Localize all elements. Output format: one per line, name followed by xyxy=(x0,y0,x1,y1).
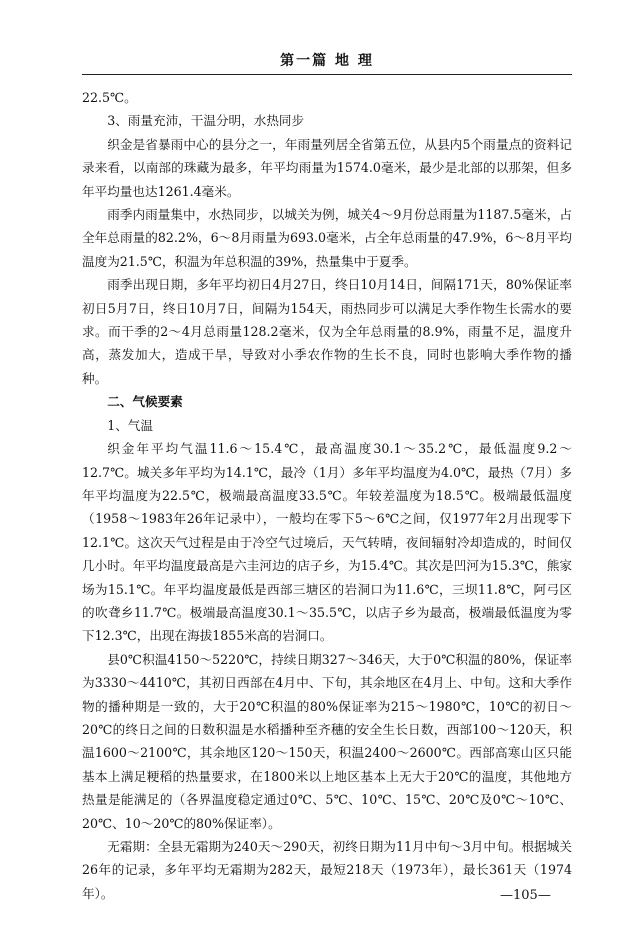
subsection-heading-temperature: 1、气温 xyxy=(107,417,153,433)
paragraph: 无霜期：全县无霜期为240天～290天，初终日期为11月中旬～3月中旬。根据城关26年的记录，多年平均无霜期为282天，最短218天（1973年），最长361天（1974年）。 xyxy=(82,839,572,901)
subsection-heading-rainfall: 3、雨量充沛，干温分明，水热同步 xyxy=(107,113,305,129)
page-number: —105— xyxy=(500,888,551,903)
header-rule xyxy=(82,74,572,75)
paragraph: 织金是省暴雨中心的县分之一，年雨量列居全省第五位，从县内5个雨量点的资料记录来看，以南部的珠藏为最多，年平均雨量为1574.0毫米，最少是北部的以那架，但多年平均量也达1261.4毫米。 xyxy=(82,136,572,199)
page-header-title: 第一篇 地 理 xyxy=(280,53,374,69)
paragraph: 雨季内雨量集中，水热同步，以城关为例，城关4～9月份总雨量为1187.5毫米，占全年总雨量的82.2%，6～8月雨量为693.0毫米，占全年总雨量的47.9%，6～8月平均温度为21.5℃，积温为年总积温的39%，热量集中于夏季。 xyxy=(82,207,572,269)
paragraph: 织金年平均气温11.6～15.4℃，最高温度30.1～35.2℃，最低温度9.2～12.7℃。城关多年平均为14.1℃，最冷（1月）多年平均温度为4.0℃，最热（7月）多年平均温度为22.5℃，极端最高温度33.5℃。年较差温度为18.5℃。极端最低温度（1958～1983年26年记录中），一般均在零下5～6℃之间，仅1977年2月出现零下12.1℃。这次天气过程是由于冷空气过境后，天气转晴，夜间辐射冷却造成的，时间仅几小时。年平均温度最高是六圭河边的店子乡，为15.4℃。其次是凹河为15.3℃，熊家场为15.1℃。年平均温度最低是西部三塘区的岩洞口为11.6℃，三坝11.8℃，阿弓区的吹聋乡11.7℃。极端最高温度30.1～35.5℃，以店子乡为最高，极端最低温度为零下12.3℃，出现在海拔1855米高的岩洞口。 xyxy=(82,441,572,644)
paragraph: 县0℃积温4150～5220℃，持续日期327～346天，大于0℃积温的80%，保证率为3330～4410℃，其初日西部在4月中、下旬，其余地区在4月上、中旬。这和大季作物的播种期是一致的，大于20℃积温的80%保证率为215～1980℃，10℃的初日～20℃的终日之间的日数积温是水稻播种至齐穗的安全生长日数，西部100～120天，积温1600～2100℃，其余地区120～150天，积温2400～2600℃。西部高寒山区只能基本上满足粳稻的热量要求，在1800米以上地区基本上无大于20℃的温度，其他地方热量是能满足的（各界温度稳定通过0℃、5℃、10℃、15℃、20℃及0℃～10℃、20℃、10～20℃的80%保证率）。 xyxy=(82,651,572,831)
page-body xyxy=(82,86,572,905)
paragraph: 雨季出现日期，多年平均初日4月27日，终日10月14日，间隔171天，80%保证率初日5月7日，终日10月7日，间隔为154天，雨热同步可以满足大季作物生长需水的要求。而干季的2～4月总雨量128.2毫米，仅为全年总雨量的8.9%，雨量不足，温度升高，蒸发加大，造成干旱，导致对小季农作物的生长不良，同时也影响大季作物的播种。 xyxy=(82,277,572,386)
paragraph-continuation: 22.5℃。 xyxy=(82,90,137,105)
section-heading-climate-elements: 二、气候要素 xyxy=(107,394,183,410)
